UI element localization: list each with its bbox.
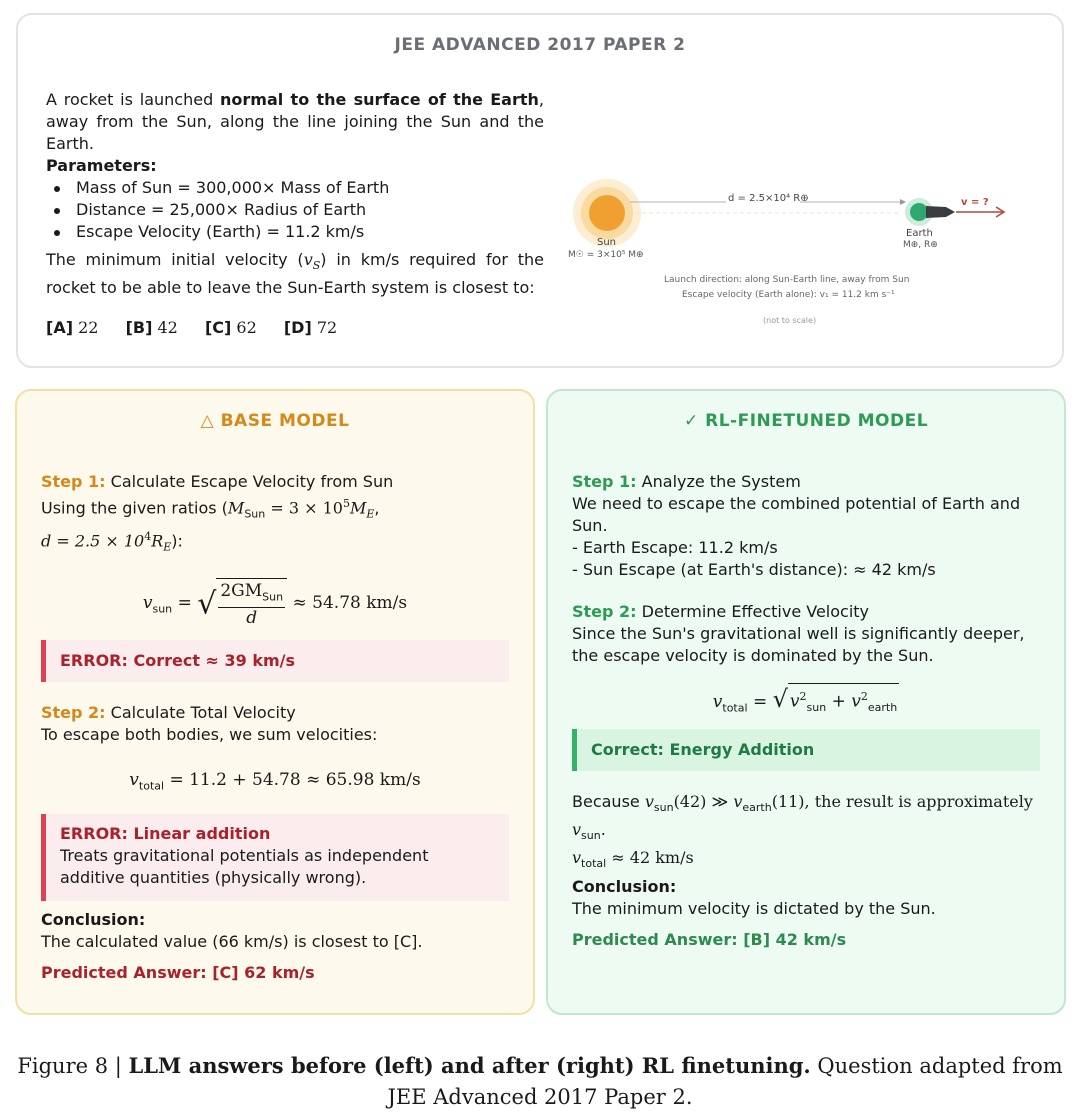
parameter-item: Mass of Sun = 300,000× Mass of Earth: [46, 177, 544, 199]
rl-because-text: Because $v_{sun}(42)$ ≫ $v_{earth}(11)$, the result is approximately $v_{sun}$.: [572, 792, 1033, 843]
base-model-body: [41, 471, 509, 984]
parameters-list: [46, 177, 544, 243]
base-conclusion-text: The calculated value (66 km/s) is closest to [C].: [41, 932, 423, 952]
sun-icon: [589, 195, 625, 231]
rl-bullet-earth: - Earth Escape: 11.2 km/s: [572, 538, 778, 557]
launch-direction-note: Launch direction: along Sun-Earth line, away from Sun: [664, 275, 910, 285]
choice-d: [D] 72: [283, 318, 338, 338]
figure-caption: Figure 8 | LLM answers before (left) and after (right) RL finetuning. Question adapted from JEE Advanced 2017 Paper 2.: [17, 1053, 1063, 1109]
distance-label: d = 2.5×10⁴ R⊕: [728, 193, 809, 204]
sun-mass-label: M☉ = 3×10⁵ M⊕: [568, 250, 644, 260]
base-predicted-answer: Predicted Answer: [C] 62 km/s: [41, 963, 315, 983]
base-equation-1: $v_{sun}$ = √ $\frac{2GM_{Sun}}{d}$ ≈ 54.78 km/s: [41, 576, 509, 630]
correct-callout: Correct: Energy Addition: [572, 729, 1040, 771]
earth-params-label: M⊕, R⊕: [903, 240, 938, 250]
base-step1-text: Using the given ratios ($M_{Sun} = 3 \times 10^5M_E$, $d = 2.5 \times 10^4R_E$):: [41, 497, 380, 554]
sun-earth-diagram: [548, 160, 1028, 340]
rl-predicted-answer: Predicted Answer: [B] 42 km/s: [572, 929, 847, 949]
rl-bullet-sun: - Sun Escape (at Earth's distance): ≈ 42 km/s: [572, 560, 936, 579]
rl-total-velocity: $v_{total} \approx 42$ km/s: [572, 848, 694, 871]
velocity-label: v = ?: [961, 197, 989, 208]
rl-equation: $v_{total}$ = √ $v^2_{sun} + v^2_{earth}$: [572, 679, 1040, 719]
rl-model-body: [572, 471, 1040, 951]
answer-choices: [46, 317, 544, 339]
parameters-heading: Parameters:: [46, 156, 157, 175]
rocket-icon: [926, 206, 955, 218]
parameter-item: Escape Velocity (Earth) = 11.2 km/s: [46, 221, 544, 243]
base-equation-2: $v_{total} = 11.2 + 54.78 \approx 65.98$ km/s: [129, 770, 421, 793]
base-step2-heading: Step 2: Calculate Total Velocity: [41, 703, 296, 723]
question-intro: A rocket is launched normal to the surface of the Earth, away from the Sun, along the line joining the Sun and the Earth.: [46, 90, 544, 153]
base-step1-heading: Step 1: Calculate Escape Velocity from Sun: [41, 472, 394, 491]
earth-label: Earth: [906, 228, 933, 239]
choice-a: [A] 22: [46, 318, 99, 338]
rl-conclusion-label: Conclusion:: [572, 876, 677, 896]
question-prompt: The minimum initial velocity $(v_S)$ in km/s required for the rocket to be able to leave the Sun-Earth system is closest to:: [46, 250, 544, 298]
base-model-panel: [15, 389, 535, 1015]
scale-note: (not to scale): [763, 316, 817, 325]
rl-step1-text: We need to escape the combined potential of Earth and Sun.: [572, 494, 1021, 535]
question-text: [46, 89, 544, 339]
base-step2-text: To escape both bodies, we sum velocities:: [41, 725, 378, 745]
rl-model-panel: [546, 389, 1066, 1015]
error-callout-1: ERROR: Correct ≈ 39 km/s: [41, 640, 509, 682]
choice-b: [B] 42: [125, 318, 178, 338]
rl-model-title: ✓ RL-FINETUNED MODEL: [683, 411, 929, 431]
sun-label: Sun: [597, 237, 617, 248]
choice-c: [C] 62: [204, 318, 257, 338]
rl-step2-heading: Step 2: Determine Effective Velocity: [572, 602, 870, 621]
rl-step2-text: Since the Sun's gravitational well is significantly deeper, the escape velocity is dominated by the Sun.: [572, 624, 1025, 665]
question-title: JEE ADVANCED 2017 PAPER 2: [394, 35, 686, 55]
rl-step1-heading: Step 1: Analyze the System: [572, 472, 801, 491]
error-callout-2: ERROR: Linear addition Treats gravitational potentials as independent additive quantities (physically wrong).: [41, 814, 509, 901]
earth-icon: [910, 203, 928, 221]
base-conclusion-label: Conclusion:: [41, 910, 146, 930]
escape-velocity-note: Escape velocity (Earth alone): v₁ = 11.2 km s⁻¹: [682, 290, 895, 300]
base-model-title: △ BASE MODEL: [200, 411, 350, 431]
rl-conclusion-text: The minimum velocity is dictated by the Sun.: [572, 898, 936, 918]
parameter-item: Distance = 25,000× Radius of Earth: [46, 199, 544, 221]
